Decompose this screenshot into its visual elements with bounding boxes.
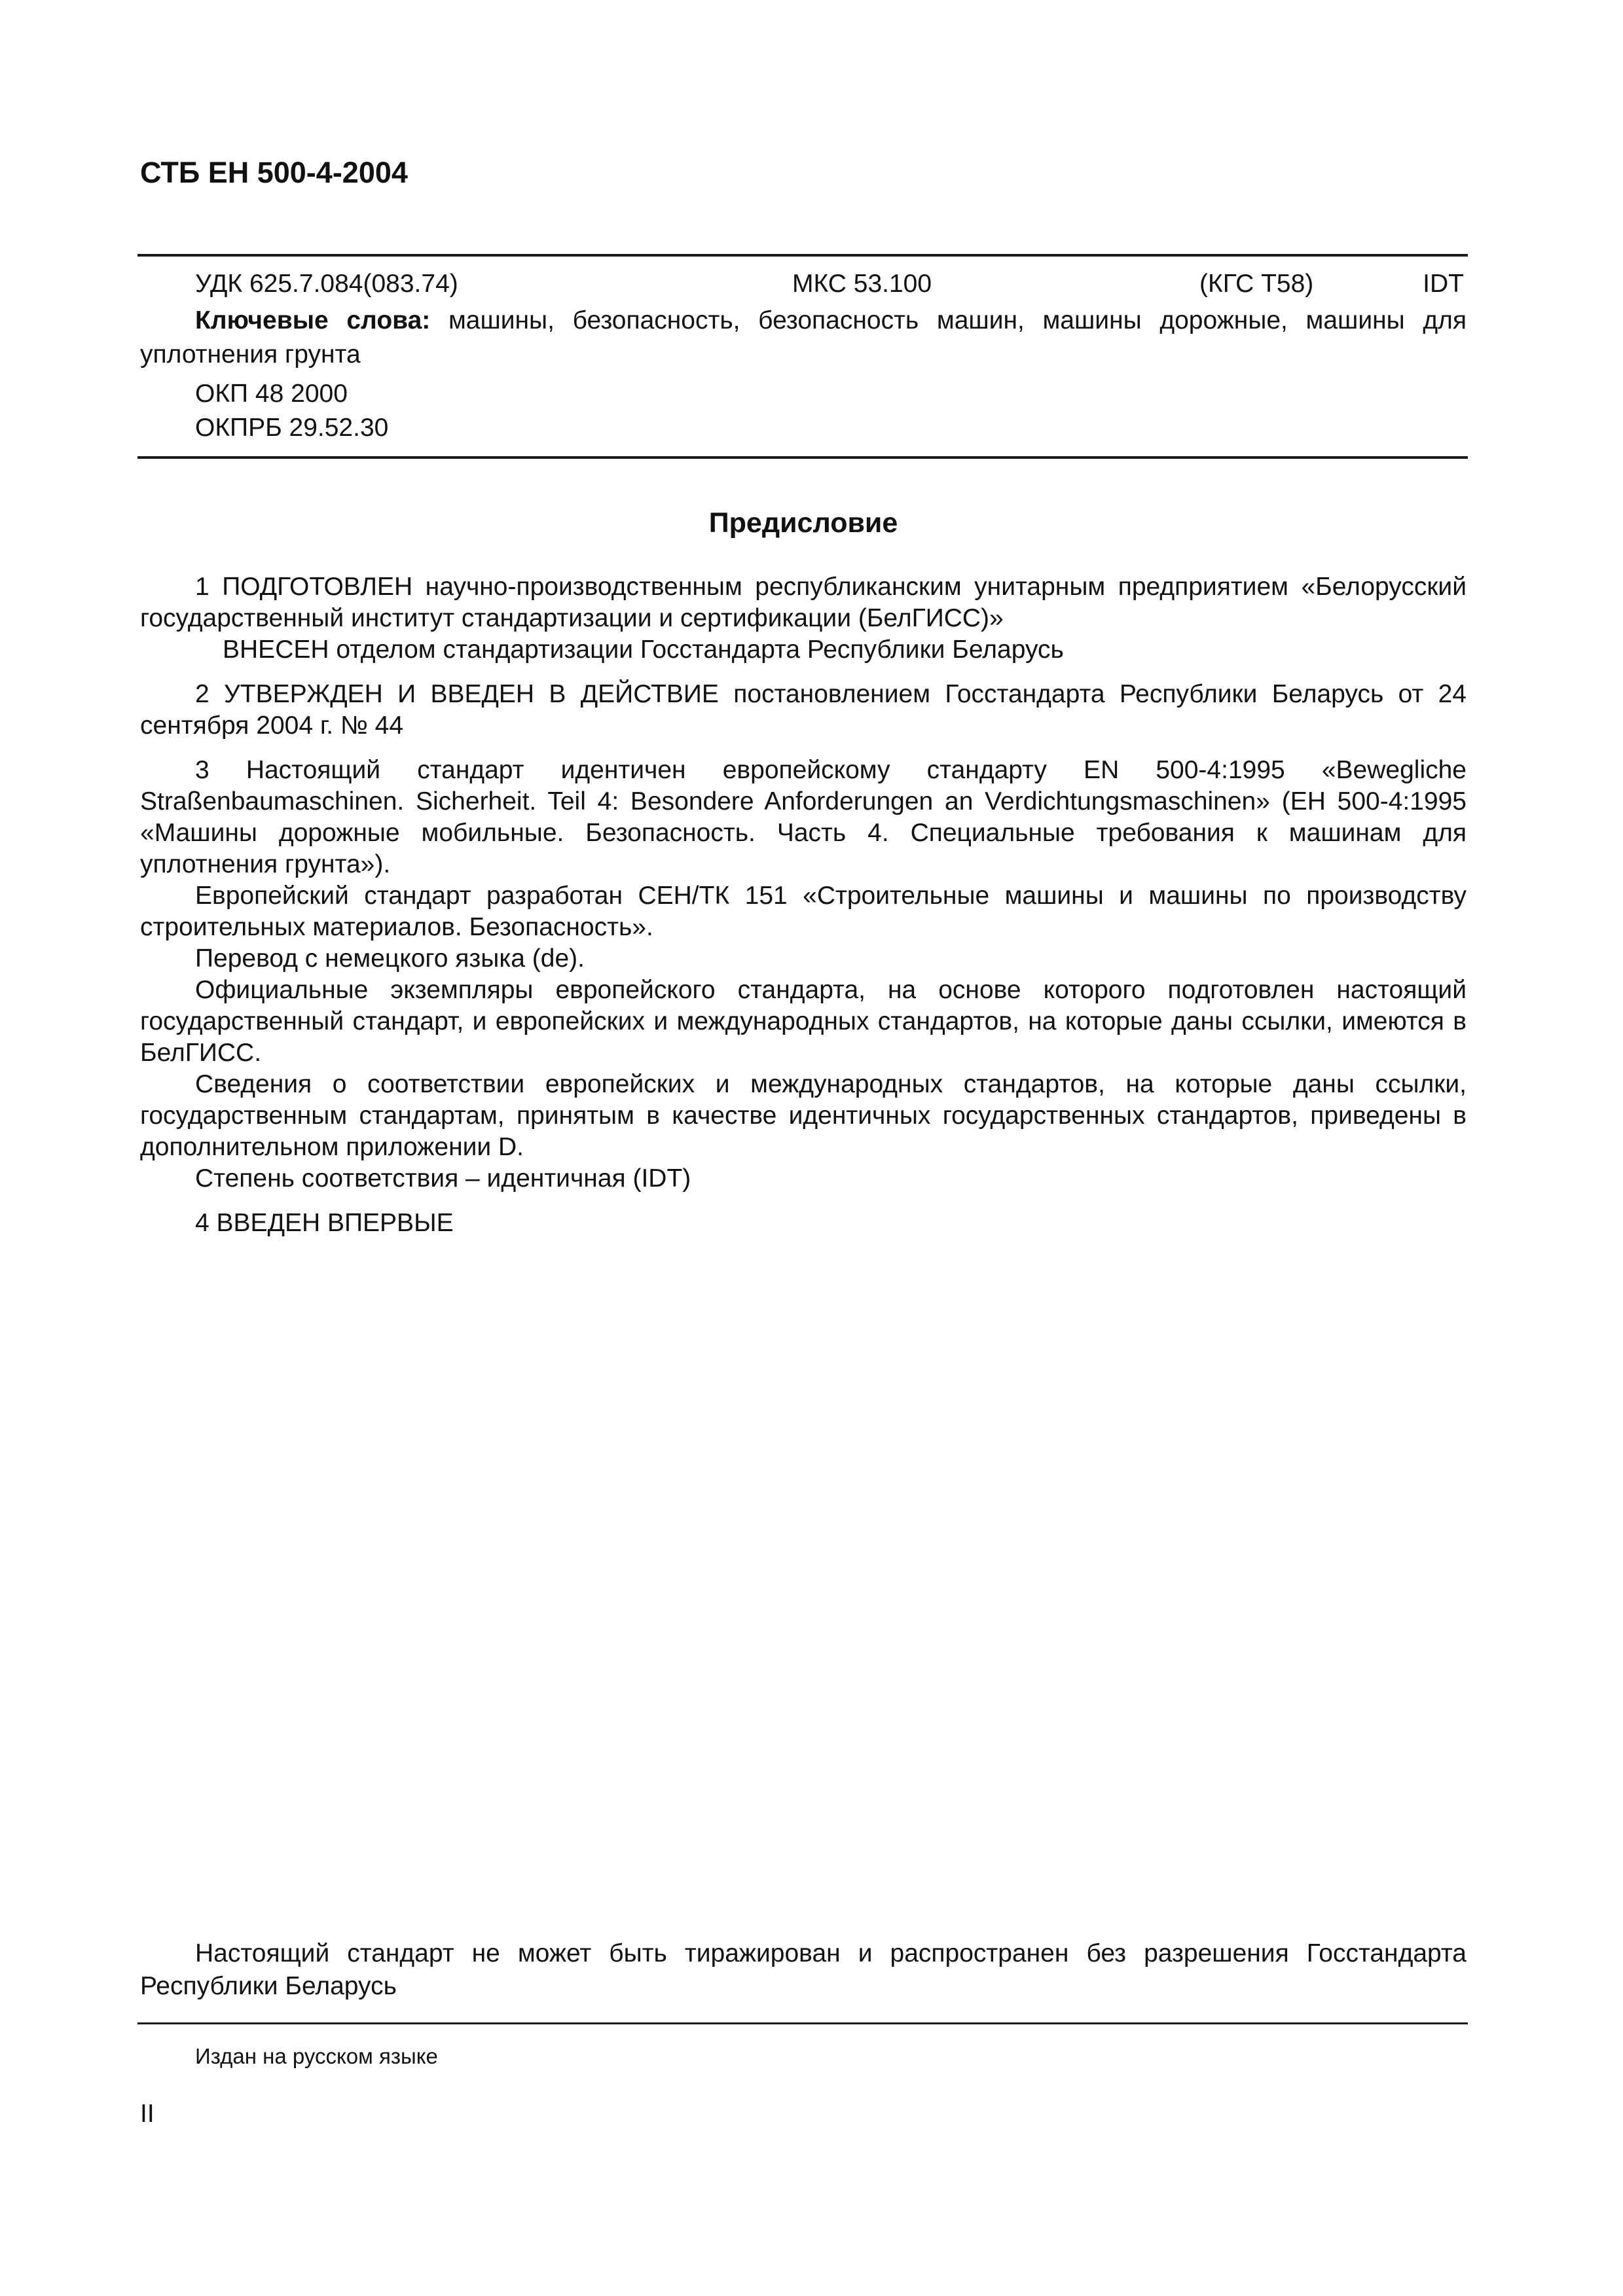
foreword-paragraph-correspondence: Сведения о соответствии европейских и международных стандартов, на которые даны ссылки, государственным стандартам, принятым в качестве идентичных государственных стандартов, приведены в дополнительном приложении D. <box>140 1070 1467 1161</box>
published-language: Издан на русском языке <box>195 2044 438 2068</box>
page-number: II <box>140 2100 155 2128</box>
reproduction-notice: Настоящий стандарт не может быть тиражирован и распространен без разрешения Госстандарта Республики Беларусь <box>140 1939 1467 2000</box>
foreword-paragraph-2: 2 УТВЕРЖДЕН И ВВЕДЕН В ДЕЙСТВИЕ постановлением Госстандарта Республики Беларусь от 24 сентября 2004 г. № 44 <box>140 680 1467 740</box>
idt-mark: IDT <box>1423 270 1464 298</box>
footer-rule <box>137 2022 1468 2024</box>
okprb-code: ОКПРБ 29.52.30 <box>195 414 389 442</box>
udk-code: УДК 625.7.084(083.74) <box>195 270 458 298</box>
meta-bottom-rule <box>137 456 1468 459</box>
keywords-label: Ключевые слова: <box>195 306 431 334</box>
foreword-paragraph-official-copies: Официальные экземпляры европейского стандарта, на основе которого подготовлен настоящий государственный стандарт, и европейских и международных стандартов, на которые даны ссылки, имеются в БелГИСС. <box>140 976 1467 1067</box>
classification-row <box>140 267 1467 301</box>
document-code: СТБ ЕН 500-4-2004 <box>140 156 408 189</box>
foreword-paragraph-introduced-by: ВНЕСЕН отделом стандартизации Госстандарта Республики Беларусь <box>223 636 1064 664</box>
mks-code: МКС 53.100 <box>792 270 932 298</box>
foreword-paragraph-degree: Степень соответствия – идентичная (IDT) <box>195 1164 691 1193</box>
foreword-paragraph-translation: Перевод с немецкого языка (de). <box>195 944 585 973</box>
foreword-paragraph-cen: Европейский стандарт разработан СЕН/ТК 151 «Строительные машины и машины по производству строительных материалов. Безопасность». <box>140 882 1467 941</box>
foreword-paragraph-1: 1 ПОДГОТОВЛЕН научно-производственным республиканским унитарным предприятием «Белорусский государственный институт стандартизации и сертификации (БелГИСС)» <box>140 573 1467 632</box>
top-rule <box>137 254 1468 257</box>
keywords <box>140 304 1467 372</box>
okp-code: ОКП 48 2000 <box>195 380 348 408</box>
foreword-title: Предисловие <box>708 507 898 539</box>
keywords-text: машины, безопасность, безопасность машин, машины дорожные, машины для уплотнения грунта <box>140 306 1467 368</box>
foreword-paragraph-4: 4 ВВЕДЕН ВПЕРВЫЕ <box>195 1209 454 1237</box>
foreword-body <box>140 571 1467 1239</box>
foreword-paragraph-3: 3 Настоящий стандарт идентичен европейскому стандарту EN 500-4:1995 «Bewegliche Straßenbaumaschinen. Sicherheit. Teil 4: Besondere Anforderungen an Verdichtungsmaschinen» (ЕН 500-4:1995 «Машины дорожные мобильные. Безопасность. Часть 4. Специальные требования к машинам для уплотнения грунта»). <box>140 756 1467 878</box>
kgs-code: (КГС Т58) <box>1199 270 1314 298</box>
